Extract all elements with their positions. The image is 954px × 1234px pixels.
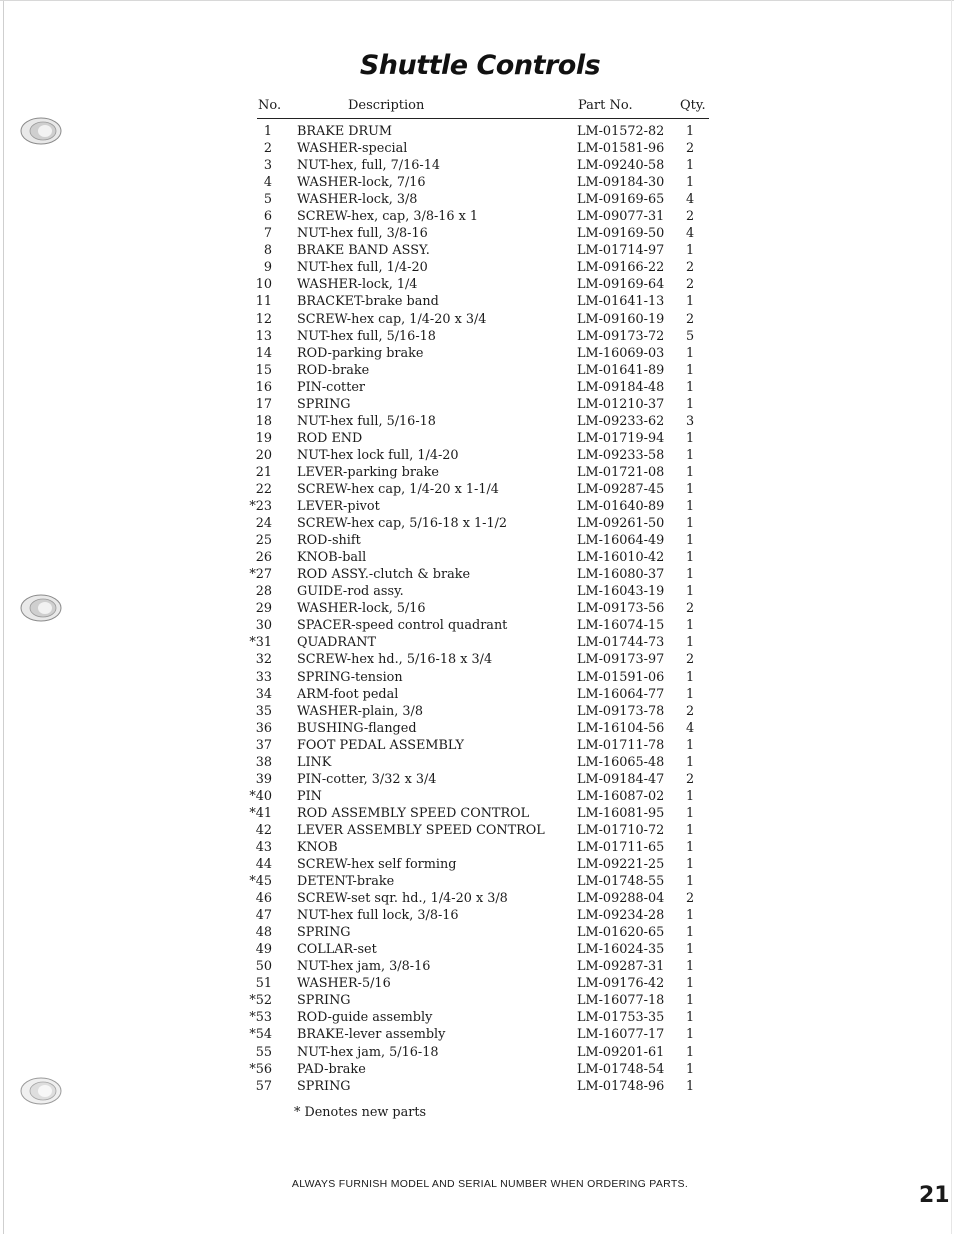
item-description: QUADRANT	[297, 635, 376, 651]
table-row	[0, 276, 954, 293]
header-qty: Qty.	[680, 98, 706, 113]
item-part-number: LM-09184-48	[577, 379, 665, 395]
item-quantity: 1	[686, 1061, 695, 1077]
table-row	[0, 771, 954, 788]
item-part-number: LM-09201-61	[577, 1044, 665, 1060]
item-part-number: LM-16064-77	[577, 686, 665, 702]
item-quantity: 2	[686, 311, 695, 327]
item-description: SCREW-hex hd., 5/16-18 x 3/4	[297, 652, 493, 668]
item-number: 26	[255, 550, 272, 566]
item-description: LEVER-pivot	[297, 499, 380, 515]
item-number: 18	[255, 413, 272, 429]
table-row	[0, 805, 954, 822]
item-description: SCREW-hex cap, 1/4-20 x 3/4	[297, 311, 487, 327]
item-description: KNOB	[297, 839, 338, 855]
header-no: No.	[258, 98, 282, 113]
item-quantity: 1	[686, 1078, 695, 1094]
item-part-number: LM-09233-58	[577, 447, 665, 463]
item-quantity: 1	[686, 584, 695, 600]
table-row	[0, 975, 954, 992]
item-part-number: LM-16077-17	[577, 1027, 665, 1043]
item-part-number: LM-09233-62	[577, 413, 665, 429]
item-part-number: LM-09240-58	[577, 158, 665, 174]
item-part-number: LM-16077-18	[577, 993, 665, 1009]
item-quantity: 5	[686, 328, 695, 344]
table-row	[0, 720, 954, 737]
item-number: 32	[255, 652, 272, 668]
item-quantity: 1	[686, 737, 695, 753]
item-description: WASHER-lock, 3/8	[297, 192, 418, 208]
item-description: WASHER-5/16	[297, 976, 391, 992]
item-quantity: 1	[686, 942, 695, 958]
item-number: *52	[249, 993, 272, 1009]
item-description: NUT-hex jam, 5/16-18	[297, 1044, 439, 1060]
item-number: 8	[263, 243, 272, 259]
item-number: 36	[255, 720, 272, 736]
item-quantity: 1	[686, 533, 695, 549]
item-quantity: 1	[686, 635, 695, 651]
table-row	[0, 123, 954, 140]
item-part-number: LM-09261-50	[577, 516, 665, 532]
item-number: 30	[255, 618, 272, 634]
item-part-number: LM-09077-31	[577, 209, 665, 225]
table-row	[0, 600, 954, 617]
item-description: SPRING	[297, 396, 351, 412]
item-number: 17	[255, 396, 272, 412]
item-quantity: 2	[686, 209, 695, 225]
item-description: ARM-foot pedal	[297, 686, 399, 702]
item-quantity: 1	[686, 1044, 695, 1060]
item-quantity: 1	[686, 1027, 695, 1043]
table-row	[0, 345, 954, 362]
table-row	[0, 293, 954, 310]
table-row	[0, 634, 954, 651]
item-number: 22	[255, 481, 272, 497]
item-number: 12	[255, 311, 272, 327]
item-quantity: 4	[686, 226, 695, 242]
table-row	[0, 208, 954, 225]
item-description: NUT-hex jam, 3/8-16	[297, 959, 431, 975]
item-description: ROD END	[297, 430, 363, 446]
item-part-number: LM-09173-78	[577, 703, 665, 719]
item-part-number: LM-01711-78	[577, 737, 665, 753]
item-part-number: LM-16080-37	[577, 567, 665, 583]
item-number: 25	[255, 533, 272, 549]
item-description: SCREW-hex cap, 5/16-18 x 1-1/2	[297, 516, 508, 532]
item-number: *41	[249, 805, 272, 821]
item-quantity: 1	[686, 345, 695, 361]
table-row	[0, 447, 954, 464]
item-quantity: 1	[686, 567, 695, 583]
item-part-number: LM-01581-96	[577, 141, 665, 157]
item-number: 13	[255, 328, 272, 344]
item-part-number: LM-09184-47	[577, 771, 665, 787]
item-description: NUT-hex full lock, 3/8-16	[297, 908, 459, 924]
item-part-number: LM-09169-65	[577, 192, 665, 208]
item-description: SPRING	[297, 993, 351, 1009]
table-row	[0, 839, 954, 856]
item-number: 16	[255, 379, 272, 395]
item-description: SCREW-set sqr. hd., 1/4-20 x 3/8	[297, 891, 508, 907]
item-description: BRAKE BAND ASSY.	[297, 243, 430, 259]
item-number: *31	[249, 635, 272, 651]
table-row	[0, 328, 954, 345]
item-part-number: LM-16087-02	[577, 788, 665, 804]
table-row	[0, 788, 954, 805]
item-part-number: LM-16104-56	[577, 720, 665, 736]
table-row	[0, 703, 954, 720]
item-quantity: 2	[686, 601, 695, 617]
footnote: * Denotes new parts	[294, 1105, 427, 1120]
table-row	[0, 311, 954, 328]
item-part-number: LM-09173-72	[577, 328, 665, 344]
item-description: WASHER-lock, 1/4	[297, 277, 418, 293]
table-row	[0, 992, 954, 1009]
table-row	[0, 754, 954, 771]
table-row	[0, 1044, 954, 1061]
item-number: 11	[255, 294, 272, 310]
item-part-number: LM-16065-48	[577, 754, 665, 770]
table-row	[0, 651, 954, 668]
item-description: WASHER-lock, 5/16	[297, 601, 426, 617]
item-quantity: 1	[686, 993, 695, 1009]
item-description: FOOT PEDAL ASSEMBLY	[297, 737, 465, 753]
item-number: 34	[255, 686, 272, 702]
item-quantity: 3	[686, 413, 695, 429]
footer-notice: ALWAYS FURNISH MODEL AND SERIAL NUMBER WHEN ORDERING PARTS.	[291, 1178, 689, 1190]
item-description: BRACKET-brake band	[297, 294, 439, 310]
item-description: PIN-cotter	[297, 379, 366, 395]
item-number: 46	[255, 891, 272, 907]
item-quantity: 1	[686, 669, 695, 685]
item-number: 48	[255, 925, 272, 941]
item-quantity: 1	[686, 294, 695, 310]
table-row	[0, 617, 954, 634]
table-row	[0, 379, 954, 396]
item-number: 15	[255, 362, 272, 378]
table-row	[0, 259, 954, 276]
item-quantity: 1	[686, 499, 695, 515]
table-row	[0, 191, 954, 208]
item-quantity: 1	[686, 158, 695, 174]
item-number: 49	[255, 942, 272, 958]
table-row	[0, 1009, 954, 1026]
table-row	[0, 413, 954, 430]
item-quantity: 1	[686, 243, 695, 259]
page-number: 21	[919, 1183, 950, 1208]
item-number: 50	[255, 959, 272, 975]
item-quantity: 1	[686, 430, 695, 446]
item-quantity: 1	[686, 839, 695, 855]
table-row	[0, 873, 954, 890]
item-description: DETENT-brake	[297, 874, 395, 890]
item-quantity: 1	[686, 1010, 695, 1026]
item-description: NUT-hex full, 3/8-16	[297, 226, 428, 242]
item-quantity: 1	[686, 516, 695, 532]
item-quantity: 1	[686, 481, 695, 497]
item-quantity: 1	[686, 857, 695, 873]
item-description: ROD ASSEMBLY SPEED CONTROL	[297, 805, 530, 821]
item-description: ROD-shift	[297, 533, 361, 549]
item-number: 7	[263, 226, 272, 242]
item-number: 39	[255, 771, 272, 787]
item-number: 38	[255, 754, 272, 770]
item-number: 47	[255, 908, 272, 924]
table-row	[0, 941, 954, 958]
item-description: GUIDE-rod assy.	[297, 584, 404, 600]
item-description: SCREW-hex, cap, 3/8-16 x 1	[297, 209, 479, 225]
item-part-number: LM-01640-89	[577, 499, 665, 515]
item-quantity: 1	[686, 925, 695, 941]
item-description: WASHER-lock, 7/16	[297, 175, 426, 191]
table-row	[0, 583, 954, 600]
item-part-number: LM-01711-65	[577, 839, 665, 855]
item-number: *53	[249, 1010, 272, 1026]
item-quantity: 1	[686, 175, 695, 191]
item-part-number: LM-09184-30	[577, 175, 665, 191]
item-description: ROD-guide assembly	[297, 1010, 433, 1026]
item-quantity: 2	[686, 652, 695, 668]
item-quantity: 1	[686, 976, 695, 992]
item-part-number: LM-01748-55	[577, 874, 665, 890]
item-part-number: LM-09221-25	[577, 857, 665, 873]
item-part-number: LM-01641-89	[577, 362, 665, 378]
page-top-edge	[0, 0, 954, 1]
item-description: LEVER ASSEMBLY SPEED CONTROL	[297, 822, 545, 838]
table-row	[0, 669, 954, 686]
item-number: *23	[249, 499, 272, 515]
table-row	[0, 549, 954, 566]
item-quantity: 1	[686, 908, 695, 924]
item-quantity: 1	[686, 754, 695, 770]
item-description: PAD-brake	[297, 1061, 366, 1077]
page-title: Shuttle Controls	[359, 50, 601, 81]
item-quantity: 4	[686, 192, 695, 208]
item-quantity: 1	[686, 822, 695, 838]
item-description: PIN	[297, 788, 322, 804]
item-quantity: 1	[686, 618, 695, 634]
item-quantity: 1	[686, 788, 695, 804]
item-part-number: LM-01210-37	[577, 396, 665, 412]
table-row	[0, 498, 954, 515]
table-row	[0, 822, 954, 839]
item-quantity: 2	[686, 260, 695, 276]
item-part-number: LM-09166-22	[577, 260, 665, 276]
item-part-number: LM-01719-94	[577, 430, 665, 446]
item-part-number: LM-01714-97	[577, 243, 665, 259]
item-quantity: 2	[686, 771, 695, 787]
table-row	[0, 242, 954, 259]
item-description: KNOB-ball	[297, 550, 367, 566]
item-description: LINK	[297, 754, 332, 770]
item-number: *40	[249, 788, 272, 804]
item-description: BRAKE DRUM	[297, 124, 393, 139]
item-part-number: LM-09169-64	[577, 277, 665, 293]
item-description: SCREW-hex cap, 1/4-20 x 1-1/4	[297, 481, 499, 497]
item-number: 3	[263, 158, 272, 174]
item-number: 21	[255, 464, 272, 480]
table-row	[0, 1061, 954, 1078]
parts-list	[0, 123, 954, 1095]
item-number: 55	[255, 1044, 272, 1060]
item-part-number: LM-09173-97	[577, 652, 665, 668]
item-description: COLLAR-set	[297, 942, 377, 958]
item-part-number: LM-16074-15	[577, 618, 665, 634]
item-quantity: 2	[686, 891, 695, 907]
item-description: ROD-parking brake	[297, 345, 424, 361]
item-number: 14	[255, 345, 272, 361]
item-number: 4	[263, 175, 272, 191]
item-part-number: LM-09234-28	[577, 908, 665, 924]
item-part-number: LM-09287-45	[577, 481, 665, 497]
table-row	[0, 1078, 954, 1095]
table-row	[0, 566, 954, 583]
item-part-number: LM-16010-42	[577, 550, 665, 566]
table-row	[0, 225, 954, 242]
item-number: 19	[255, 430, 272, 446]
item-description: WASHER-special	[297, 141, 408, 157]
item-part-number: LM-09176-42	[577, 976, 665, 992]
item-number: 1	[263, 124, 272, 139]
item-quantity: 1	[686, 379, 695, 395]
item-part-number: LM-16024-35	[577, 942, 665, 958]
item-quantity: 4	[686, 720, 695, 736]
item-part-number: LM-09288-04	[577, 891, 665, 907]
item-description: SPRING	[297, 1078, 351, 1094]
item-part-number: LM-01620-65	[577, 925, 665, 941]
item-description: WASHER-plain, 3/8	[297, 703, 423, 719]
item-part-number: LM-09173-56	[577, 601, 665, 617]
item-number: *54	[249, 1027, 272, 1043]
item-number: 42	[255, 822, 272, 838]
item-description: BUSHING-flanged	[297, 720, 417, 736]
item-part-number: LM-01710-72	[577, 822, 665, 838]
item-number: 10	[255, 277, 272, 293]
item-quantity: 1	[686, 874, 695, 890]
item-quantity: 1	[686, 959, 695, 975]
item-description: BRAKE-lever assembly	[297, 1027, 446, 1043]
item-quantity: 1	[686, 550, 695, 566]
item-part-number: LM-16081-95	[577, 805, 665, 821]
item-number: 28	[255, 584, 272, 600]
item-number: 51	[255, 976, 272, 992]
item-description: NUT-hex full, 1/4-20	[297, 260, 428, 276]
item-part-number: LM-09160-19	[577, 311, 665, 327]
table-row	[0, 515, 954, 532]
item-number: 20	[255, 447, 272, 463]
item-part-number: LM-01721-08	[577, 464, 665, 480]
item-part-number: LM-09169-50	[577, 226, 665, 242]
item-number: 35	[255, 703, 272, 719]
item-description: NUT-hex full, 5/16-18	[297, 413, 436, 429]
item-quantity: 1	[686, 686, 695, 702]
item-number: 5	[263, 192, 272, 208]
table-row	[0, 464, 954, 481]
table-row	[0, 890, 954, 907]
item-description: NUT-hex full, 5/16-18	[297, 328, 436, 344]
header-divider	[257, 118, 709, 119]
table-row	[0, 958, 954, 975]
item-description: NUT-hex, full, 7/16-14	[297, 158, 441, 174]
item-quantity: 2	[686, 141, 695, 157]
item-part-number: LM-01744-73	[577, 635, 665, 651]
item-description: LEVER-parking brake	[297, 464, 439, 480]
item-number: 2	[263, 141, 272, 157]
item-quantity: 1	[686, 396, 695, 412]
item-part-number: LM-01748-54	[577, 1061, 665, 1077]
item-part-number: LM-09287-31	[577, 959, 665, 975]
item-number: 24	[255, 516, 272, 532]
item-number: 9	[263, 260, 272, 276]
item-part-number: LM-01572-82	[577, 124, 665, 139]
item-number: 6	[263, 209, 272, 225]
table-row	[0, 430, 954, 447]
table-row	[0, 532, 954, 549]
table-row	[0, 396, 954, 413]
item-description: PIN-cotter, 3/32 x 3/4	[297, 771, 437, 787]
item-number: 33	[255, 669, 272, 685]
table-row	[0, 157, 954, 174]
table-row	[0, 481, 954, 498]
item-description: NUT-hex lock full, 1/4-20	[297, 447, 459, 463]
item-quantity: 2	[686, 277, 695, 293]
item-description: SPRING	[297, 925, 351, 941]
table-row	[0, 362, 954, 379]
table-row	[0, 686, 954, 703]
item-part-number: LM-16043-19	[577, 584, 665, 600]
item-quantity: 1	[686, 447, 695, 463]
item-part-number: LM-01748-96	[577, 1078, 665, 1094]
item-description: SCREW-hex self forming	[297, 857, 457, 873]
table-row	[0, 924, 954, 941]
table-row	[0, 737, 954, 754]
item-number: 29	[255, 601, 272, 617]
table-row	[0, 140, 954, 157]
item-quantity: 1	[686, 805, 695, 821]
item-description: ROD ASSY.-clutch & brake	[297, 567, 471, 583]
item-number: *27	[249, 567, 272, 583]
header-part-no: Part No.	[578, 98, 633, 113]
table-row	[0, 856, 954, 873]
item-description: SPRING-tension	[297, 669, 403, 685]
item-quantity: 1	[686, 124, 695, 139]
item-part-number: LM-01753-35	[577, 1010, 665, 1026]
table-row	[0, 174, 954, 191]
item-number: 37	[255, 737, 272, 753]
item-quantity: 1	[686, 464, 695, 480]
item-part-number: LM-16069-03	[577, 345, 665, 361]
item-quantity: 1	[686, 362, 695, 378]
item-part-number: LM-16064-49	[577, 533, 665, 549]
item-description: ROD-brake	[297, 362, 370, 378]
item-number: *56	[249, 1061, 272, 1077]
item-part-number: LM-01591-06	[577, 669, 665, 685]
item-quantity: 2	[686, 703, 695, 719]
table-row	[0, 907, 954, 924]
item-number: 57	[255, 1078, 272, 1094]
item-number: 44	[255, 857, 272, 873]
item-part-number: LM-01641-13	[577, 294, 665, 310]
header-description: Description	[348, 98, 425, 113]
item-number: 43	[255, 839, 272, 855]
item-number: *45	[249, 874, 272, 890]
table-row	[0, 1026, 954, 1043]
item-description: SPACER-speed control quadrant	[297, 618, 508, 634]
